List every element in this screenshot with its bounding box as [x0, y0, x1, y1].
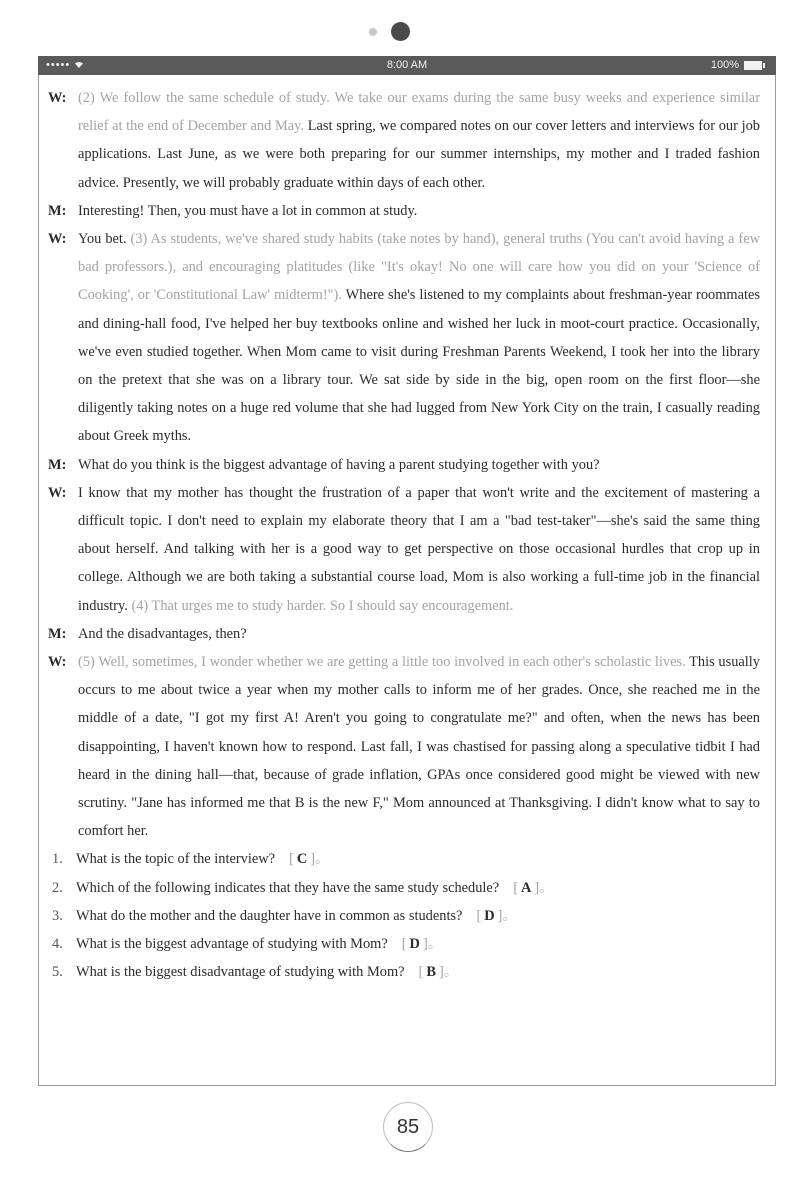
camera-lens: [391, 22, 410, 41]
question-number: 1.: [52, 851, 63, 868]
speaker-label: W:: [48, 484, 67, 501]
question-text: What is the biggest disadvantage of studying with Mom?: [76, 964, 405, 981]
question-text: Which of the following indicates that they have the same study schedule?: [76, 879, 500, 896]
question-text: What do the mother and the daughter have in common as students?: [76, 907, 463, 924]
speaker-label: M:: [48, 202, 67, 219]
dialogue-text: What do you think is the biggest advantage of having a parent studying together with you?: [78, 456, 600, 473]
speaker-label: W:: [48, 654, 67, 671]
question-number: 4.: [52, 936, 63, 953]
speaker-label: M:: [48, 625, 67, 642]
question-number: 5.: [52, 964, 63, 981]
battery-percent: 100%: [710, 59, 739, 71]
speaker-label: W:: [48, 90, 67, 106]
answer-letter: A: [521, 879, 532, 896]
status-time: 8:00 AM: [386, 59, 428, 71]
question-number: 2.: [52, 879, 63, 896]
answer-bracket: [ B ]。: [418, 964, 459, 981]
battery-indicator: [711, 59, 762, 71]
answer-cue-text: (5) Well, sometimes, I wonder whether we are getting a little too involved in each other's scholastic lives.: [78, 654, 690, 671]
battery-icon: [744, 61, 762, 70]
answer-bracket: [ D ]。: [476, 907, 517, 924]
dialogue-text: You bet.: [78, 231, 131, 248]
answer-cue-text: (2) We follow the same schedule of study. We take our exams during the same busy weeks and experience similar relief at the end of December and May.: [78, 90, 760, 135]
question-item: [46, 958, 760, 986]
dialogue-text: I know that my mother has thought the frustration of a paper that won't write and the excitement of mastering a difficult topic. I don't need to explain my elaborate theory that I am a "bad test-taker"—she's said the same thing about herself. And talking with her is a good way to get perspective on those occasional hurdles that crop up in college. Although we are both taking a substantial course load, Mom is also working a full-time job in the financial industry.: [78, 484, 760, 614]
answer-letter: C: [296, 851, 308, 868]
question-item: [46, 874, 760, 902]
dialogue-content: [46, 84, 760, 987]
dialogue-paragraph: [46, 451, 760, 479]
dialogue-text: Last spring, we compared notes on our cover letters and interviews for our job applications. Last June, as we were both preparing for our summer internships, my mother and I traded fashion advice. Presently, we will probably graduate within days of each other.: [78, 118, 760, 191]
dialogue-text: This usually occurs to me about twice a year when my mother calls to inform me of her grades. Once, she reached me in the middle of a date, "I got my first A! Aren't you going to congratulate me?" and often, when the news has been disappointing, I haven't known how to respond. Last fall, I was chastised for passing along a speculative tidbit I had heard in the dining hall—that, because of grade inflation, GPAs once considered good might be viewed with new scrutiny. "Jane has informed me that B is the new F," Mom announced at Thanksgiving. I didn't know what to say to comfort her.: [78, 654, 760, 840]
answer-letter: D: [484, 907, 495, 924]
dialogue-paragraph: [46, 84, 760, 197]
speaker-label: M:: [48, 456, 67, 473]
dialogue-paragraph: [46, 225, 760, 451]
answer-cue-text: (4) That urges me to study harder. So I should say encouragement.: [131, 597, 514, 614]
question-item: [46, 902, 760, 930]
answer-letter: D: [409, 936, 420, 953]
dialogue-text: Interesting! Then, you must have a lot in common at study.: [78, 202, 418, 219]
page-number: 85: [383, 1102, 433, 1152]
status-bar: [38, 56, 776, 75]
dialogue-text: And the disadvantages, then?: [78, 625, 247, 642]
answer-bracket: [ C ]。: [289, 851, 330, 868]
answer-letter: B: [426, 964, 436, 981]
signal-dots: •••••: [46, 59, 71, 71]
question-text: What is the biggest advantage of studying with Mom?: [76, 936, 388, 953]
answer-cue-text: (3) As students, we've shared study habits (take notes by hand), general truths (You can't avoid having a few bad professors.), and encouraging platitudes (like "It's okay! No one will care how you did on your 'Science of Cooking', or 'Constitutional Law' midterm!").: [78, 231, 760, 304]
speaker-label: W:: [48, 231, 67, 248]
question-text: What is the topic of the interview?: [76, 851, 276, 868]
question-item: [46, 930, 760, 958]
answer-bracket: [ D ]。: [401, 936, 443, 953]
question-item: [46, 845, 760, 873]
dialogue-paragraph: [46, 648, 760, 845]
answer-bracket: [ A ]。: [513, 879, 554, 896]
sensor-dot: [369, 28, 377, 36]
dialogue-paragraph: [46, 620, 760, 648]
dialogue-paragraph: [46, 479, 760, 620]
device-camera: [0, 22, 800, 44]
dialogue-text: Where she's listened to my complaints about freshman-year roommates and dining-hall food, I've helped her buy textbooks online and wished her luck in moot-court practice. Occasionally, we've even studied together. When Mom came to visit during Freshman Parents Weekend, I took her into the library on the pretext that she was on a library tour. We sat side by side in the big, open room on the first floor—she diligently taking notes on a huge red volume that she had lugged from New York City on the train, I casually reading about Greek myths.: [78, 287, 760, 445]
dialogue-paragraph: [46, 197, 760, 225]
question-number: 3.: [52, 907, 63, 924]
